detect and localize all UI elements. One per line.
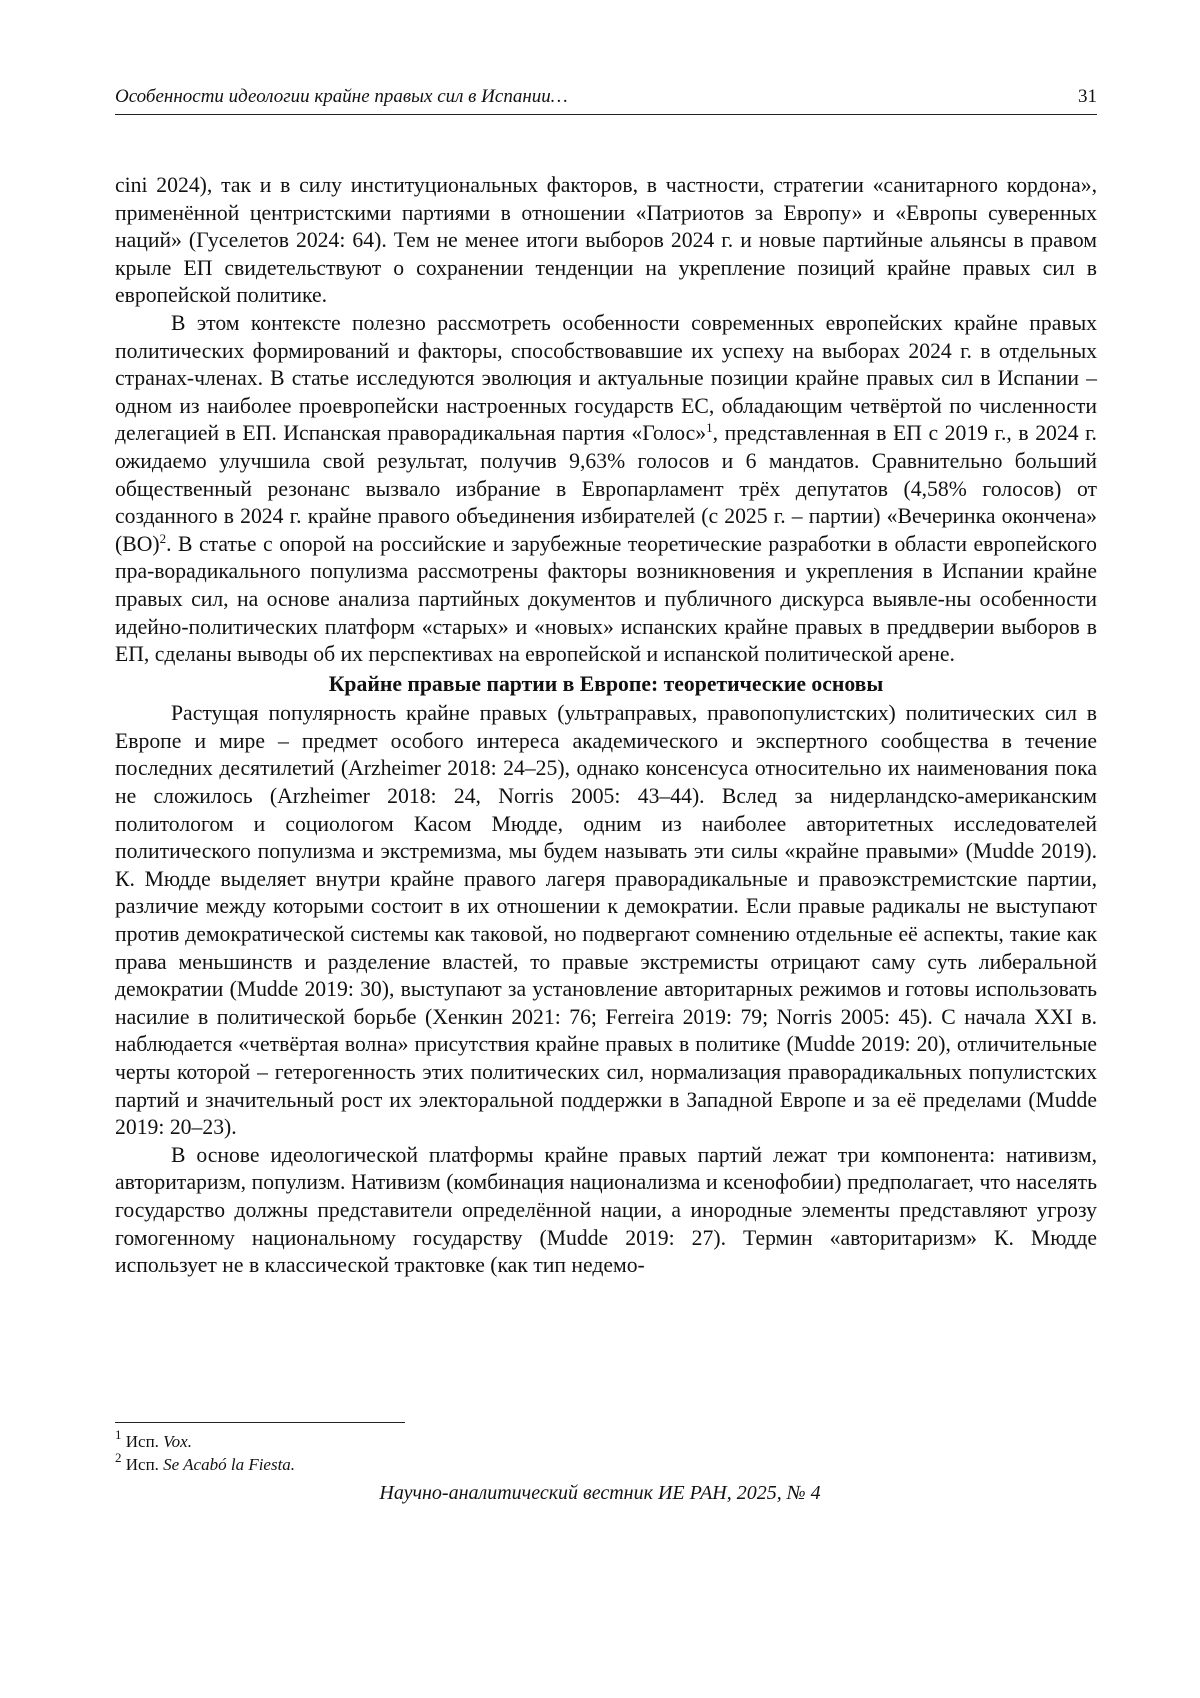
paragraph-2-part-a: В этом контексте полезно рассмотреть особенности современных европейских крайне правых политических формирований и факторы, способствовавшие их успеху на выборах 2024 г. в отдельных странах-членах. В статье исследуются эволюция и актуальные позиции крайне правых сил в Испании – одном из наиболее проевропейски настроенных государств ЕС, обладающим четвёртой по численности делегацией в ЕП. Испанская праворадикальная партия «Голос»: [115, 310, 1097, 446]
footnote-2-term: Se Acabó la Fiesta.: [163, 1455, 296, 1474]
section-heading: Крайне правые партии в Европе: теоретические основы: [328, 671, 884, 696]
footnote-1-number: 1: [115, 1427, 122, 1442]
footnote-1-prefix: Исп.: [125, 1432, 164, 1451]
footnotes: [115, 1427, 296, 1476]
footnote-ref-2[interactable]: 2: [159, 530, 167, 546]
footnote-1: [115, 1427, 295, 1453]
footnote-ref-1[interactable]: 1: [706, 420, 713, 436]
footnote-2: [115, 1450, 296, 1476]
paragraph-2-part-c: . В статье с опорой на российские и зарубежные теоретические разработки в области европейского пра-ворадикального популизма рассмотрены факторы возникновения и укрепления в Испании крайне правых сил, на основе анализа партийных документов и публичного дискурса выявле-ны особенности идейно-политических платформ «старых» и «новых» испанских крайне правых в преддверии выборов в ЕП, сделаны выводы об их перспективах на европейской и испанской политической арене.: [115, 531, 1097, 667]
paragraph-2: [115, 310, 1097, 669]
paragraph-3: Растущая популярность крайне правых (ультраправых, правопопулистских) политических сил в Европе и мире – предмет особого интереса академического и экспертного сообщества в течение последних десятилетий (Arzheimer 2018: 24–25), однако консенсуса относительно их наименования пока не сложилось (Arzheimer 2018: 24, Norris 2005: 43–44). Вслед за нидерландско-американским политологом и социологом Касом Мюдде, одним из наиболее авторитетных исследователей политического популизма и экстремизма, мы будем называть эти силы «крайне правыми» (Mudde 2019). К. Мюдде выделяет внутри крайне правого лагеря праворадикальные и правоэкстремистские партии, различие между которыми состоит в их отношении к демократии. Если правые радикалы не выступают против демократической системы как таковой, но подвергают сомнению отдельные её аспекты, такие как права меньшинств и разделение властей, то правые экстремисты отрицают саму суть либеральной демократии (Mudde 2019: 30), выступают за установление авторитарных режимов и готовы использовать насилие в политической борьбе (Хенкин 2021: 76; Ferreira 2019: 79; Norris 2005: 45). С начала XXI в. наблюдается «четвёртая волна» присутствия крайне правых в политике (Mudde 2019: 20), отличительные черты которой – гетерогенность этих политических сил, нормализация праворадикальных популистских партий и значительный рост их электоральной поддержки в Западной Европе и за её пределами (Mudde 2019: 20–23).: [115, 701, 1097, 1140]
footnote-2-number: 2: [115, 1450, 122, 1465]
footnote-1-term: Vox.: [163, 1432, 192, 1451]
page-number: 31: [1078, 86, 1097, 107]
paragraph-4: В основе идеологической платформы крайне правых партий лежат три компонента: нативизм, авторитаризм, популизм. Нативизм (комбинация национализма и ксенофобии) предполагает, что населять государство должны представители определённой нации, а инородные элементы представляют угрозу гомогенному национальному государству (Mudde 2019: 27). Термин «авторитаризм» К. Мюдде использует не в классической трактовке (как тип недемо-: [115, 1142, 1097, 1278]
running-title: Особенности идеологии крайне правых сил в Испании…: [115, 86, 568, 107]
journal-footer: Научно-аналитический вестник ИЕ РАН, 2025, № 4: [379, 1482, 821, 1504]
running-header: [115, 84, 1097, 115]
article-body: [115, 172, 1097, 1280]
footnote-divider: [115, 1422, 405, 1423]
paragraph-2-part-b: , представленная в ЕП с 2019 г., в 2024 г. ожидаемо улучшила свой результат, получив 9,63% голосов и 6 мандатов. Сравнительно больший общественный резонанс вызвало избрание в Европарламент трёх депутатов (4,58% голосов) от созданного в 2024 г. крайне правого объединения избирателей (с 2025 г. – партии) «Вечеринка окончена» (ВО): [115, 421, 1097, 556]
footnote-2-prefix: Исп.: [125, 1455, 164, 1474]
paragraph-1: cini 2024), так и в силу институциональных факторов, в частности, стратегии «санитарного кордона», применённой центристскими партиями в отношении «Патриотов за Европу» и «Европы суверенных наций» (Гуселетов 2024: 64). Тем не менее итоги выборов 2024 г. и новые партийные альянсы в правом крыле ЕП свидетельствуют о сохранении тенденции на укрепление позиций крайне правых сил в европейской политике.: [115, 173, 1097, 308]
